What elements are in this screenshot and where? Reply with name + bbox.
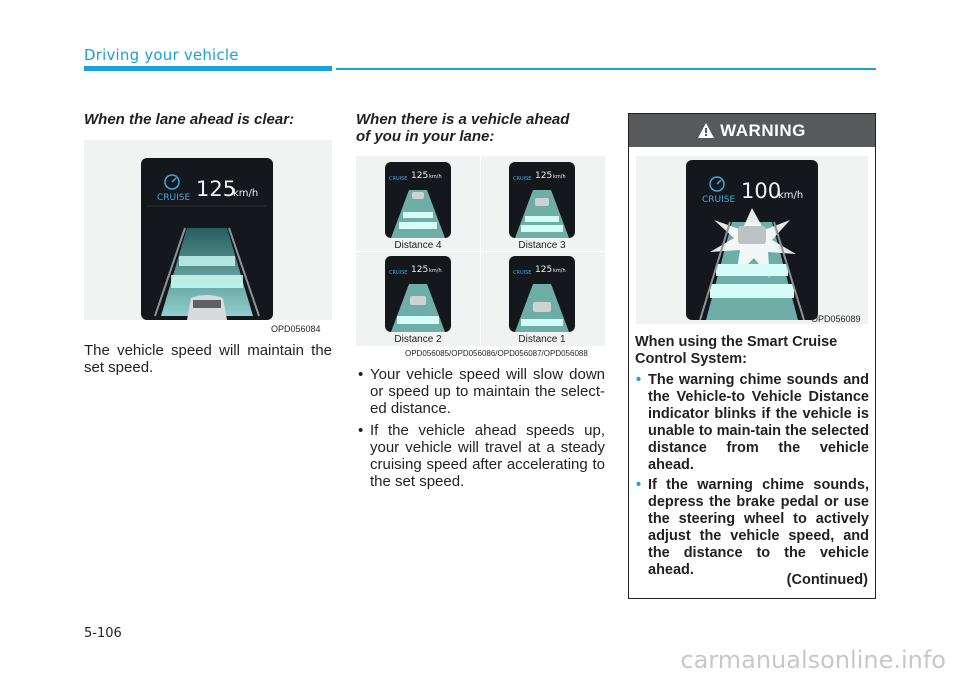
watermark: carmanualsonline.info bbox=[680, 646, 946, 674]
lead-car-icon bbox=[535, 198, 549, 206]
warning-intro: When using the Smart Cruise Control System: bbox=[635, 334, 838, 367]
distance-3-screen bbox=[509, 162, 575, 238]
cruise-label: CRUISE bbox=[389, 176, 408, 182]
lead-car-icon bbox=[533, 302, 551, 312]
own-car-icon bbox=[187, 295, 227, 320]
warning-triangle-icon bbox=[698, 123, 714, 138]
distance-4-label: Distance 4 bbox=[394, 240, 442, 251]
figure-code: OPD056089 bbox=[811, 314, 861, 324]
warning-cluster-display bbox=[686, 160, 818, 320]
speed-value: 125 bbox=[411, 171, 429, 181]
list-item: • The warning chime sounds and the Vehicle-to Vehicle Distance indicator blinks if the vehicle is unable to main-tain the selected distance from the vehicle ahead. bbox=[635, 372, 869, 474]
gauge-icon bbox=[710, 177, 724, 191]
distance-4-screen bbox=[385, 162, 451, 238]
speed-unit: km/h bbox=[778, 190, 804, 201]
speed-value: 100 bbox=[741, 179, 782, 203]
header-rule-thick bbox=[84, 66, 332, 71]
speed-value: 125 bbox=[535, 171, 553, 181]
list-item: • If the warning chime sounds, depress the brake pedal or use the steering wheel to actively adjust the vehicle speed, and the distance to the vehicle ahead. bbox=[635, 477, 869, 579]
cruise-label: CRUISE bbox=[702, 195, 736, 205]
vehicle-ahead-heading-1: When there is a vehicle ahead bbox=[356, 111, 570, 128]
distance-3-label: Distance 3 bbox=[518, 240, 566, 251]
speed-value: 125 bbox=[196, 177, 237, 201]
distance-1-label: Distance 1 bbox=[518, 334, 566, 345]
cluster-display bbox=[141, 158, 273, 320]
lead-car-icon bbox=[412, 192, 424, 199]
warning-header bbox=[629, 114, 875, 147]
vehicle-ahead-heading-2: of you in your lane: bbox=[356, 128, 495, 145]
warning-figure bbox=[636, 156, 868, 324]
cruise-label: CRUISE bbox=[513, 176, 532, 182]
warning-list bbox=[635, 372, 869, 582]
cruise-label: CRUISE bbox=[389, 270, 408, 276]
speed-unit: km/h bbox=[429, 174, 442, 180]
lane-clear-body: The vehicle speed will maintain the set speed. bbox=[84, 342, 332, 376]
cluster-graphic bbox=[141, 158, 273, 320]
vehicle-ahead-list bbox=[356, 366, 605, 495]
lead-car-icon bbox=[738, 226, 766, 244]
warning-box bbox=[628, 113, 876, 599]
list-item: • If the vehicle ahead speeds up, your vehicle will travel at a steady cruising speed after accelerating to the set speed. bbox=[356, 422, 605, 490]
distance-figure bbox=[356, 156, 605, 346]
distance-1-screen bbox=[509, 256, 575, 332]
cruise-label: CRUISE bbox=[513, 270, 532, 276]
distance-2-screen bbox=[385, 256, 451, 332]
figure-code: OPD056085/OPD056086/OPD056087/OPD056088 bbox=[405, 349, 588, 358]
speed-unit: km/h bbox=[553, 174, 566, 180]
lead-car-icon bbox=[410, 296, 426, 305]
warning-title: WARNING bbox=[720, 121, 806, 140]
speed-unit: km/h bbox=[429, 268, 442, 274]
figure-code: OPD056084 bbox=[271, 324, 321, 334]
lane-clear-heading: When the lane ahead is clear: bbox=[84, 111, 295, 128]
gauge-icon bbox=[165, 175, 179, 189]
speed-value: 125 bbox=[535, 265, 553, 275]
continued-label: (Continued) bbox=[786, 572, 868, 588]
header-rule-thin bbox=[336, 68, 876, 70]
section-title: Driving your vehicle bbox=[84, 46, 239, 64]
speed-value: 125 bbox=[411, 265, 429, 275]
speed-unit: km/h bbox=[553, 268, 566, 274]
cruise-label: CRUISE bbox=[157, 193, 191, 203]
speed-unit: km/h bbox=[233, 188, 259, 199]
distance-2-label: Distance 2 bbox=[394, 334, 442, 345]
lane-clear-figure bbox=[84, 140, 332, 320]
page-number: 5-106 bbox=[84, 626, 122, 641]
list-item: • Your vehicle speed will slow down or speed up to maintain the select-ed distance. bbox=[356, 366, 605, 417]
